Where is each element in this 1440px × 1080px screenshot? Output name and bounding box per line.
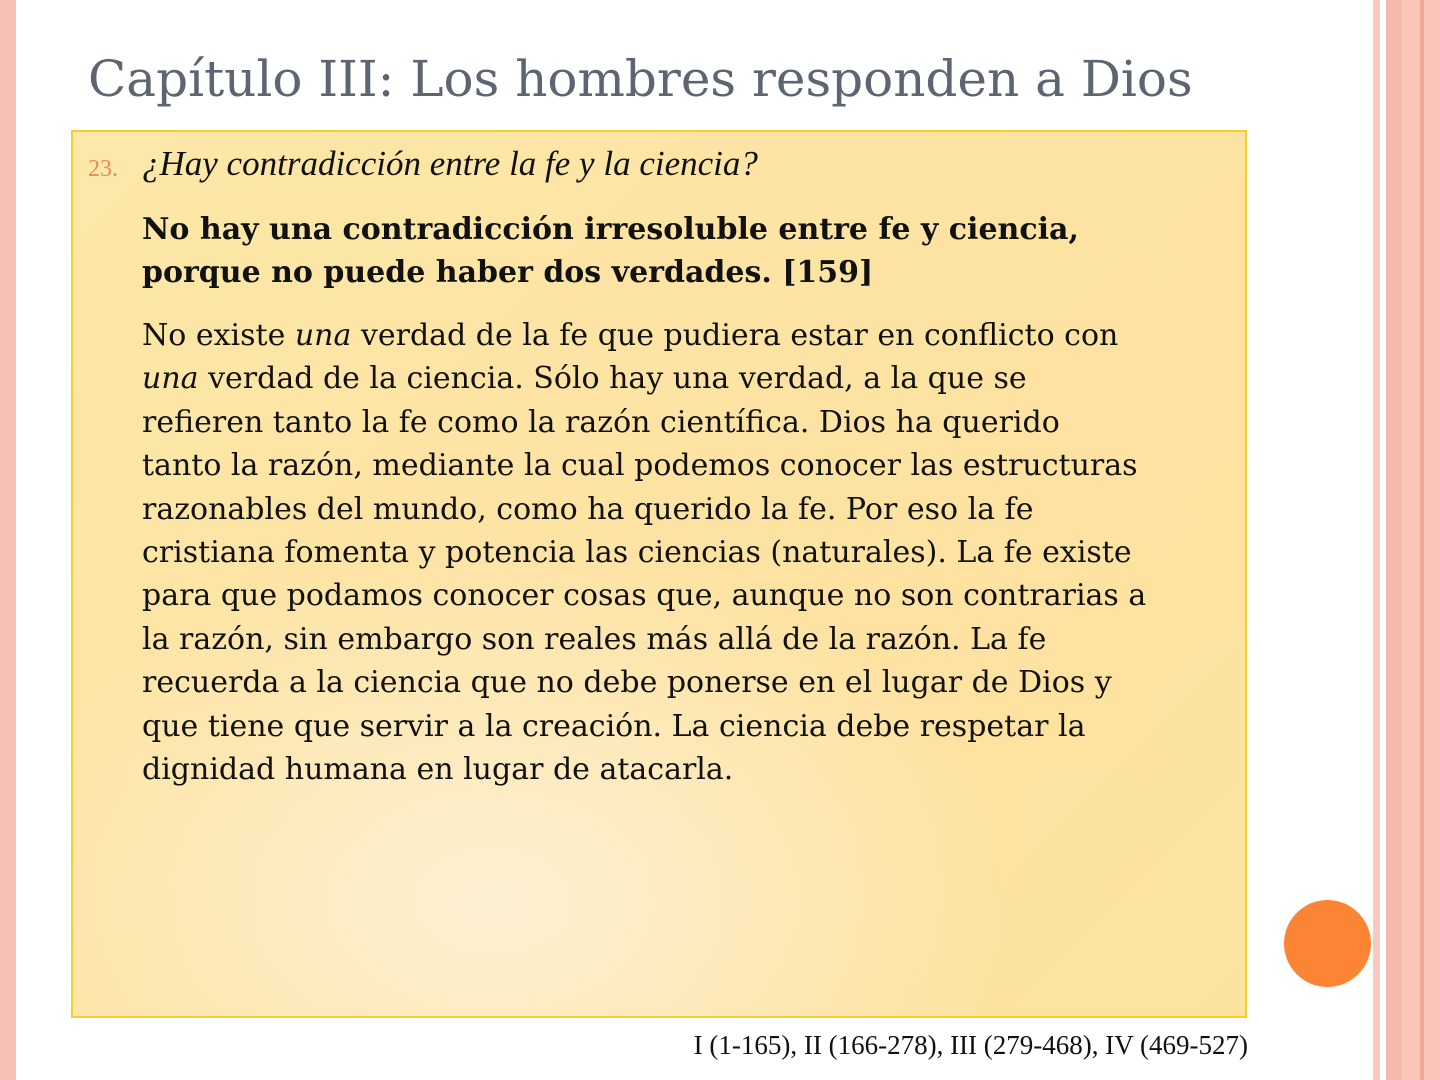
footer-reference: I (1-165), II (166-278), III (279-468), IV (469-527): [693, 1030, 1248, 1060]
answer-body-line: dignidad humana en lugar de atacarla.: [142, 752, 734, 788]
body-text-segment: verdad de la fe que pudiera estar en conflicto con: [351, 318, 1119, 353]
answer-summary-line: No hay una contradicción irresoluble entre fe y ciencia,: [142, 212, 1079, 247]
question-text: ¿Hay contradicción entre la fe y la ciencia?: [142, 144, 758, 183]
right-border-stripe-inner: [1420, 0, 1424, 1080]
decorative-orange-circle: [1284, 900, 1371, 987]
answer-body-line: para que podamos conocer cosas que, aunque no son contrarias a: [142, 578, 1147, 614]
body-emphasis: una: [294, 318, 352, 353]
right-border-stripe-thin: [1373, 0, 1380, 1080]
body-emphasis: una: [142, 361, 199, 397]
answer-body-line: cristiana fomenta y potencia las ciencias (naturales). La fe existe: [142, 535, 1132, 571]
answer-body: [142, 314, 1237, 791]
answer-body-line: razonables del mundo, como ha querido la fe. Por eso la fe: [142, 491, 1034, 527]
answer-body-line: refieren tanto la fe como la razón científica. Dios ha querido: [142, 404, 1060, 440]
answer-body-line: recuerda a la ciencia que no debe ponerse en el lugar de Dios y: [142, 665, 1112, 701]
answer-body-line: tanto la razón, mediante la cual podemos conocer las estructuras: [142, 448, 1138, 484]
answer-body-line: la razón, sin embargo son reales más allá de la razón. La fe: [142, 621, 1047, 657]
left-border-stripe: [0, 0, 16, 1080]
slide-title: Capítulo III: Los hombres responden a Dios: [88, 50, 1193, 108]
item-number: 23.: [88, 156, 118, 182]
answer-body-line: que tiene que servir a la creación. La ciencia debe respetar la: [142, 708, 1086, 744]
answer-summary-line: porque no puede haber dos verdades. [159]: [142, 255, 874, 290]
body-text-segment: No existe: [142, 318, 295, 353]
right-border-stripe-mid: [1386, 0, 1402, 1080]
body-text-segment: verdad de la ciencia. Sólo hay una verdad, a la que se: [198, 361, 1027, 397]
content-box: [71, 130, 1247, 1018]
answer-summary: [142, 208, 1212, 294]
answer-body-line: [142, 314, 1237, 357]
answer-body-line: [142, 357, 1237, 400]
